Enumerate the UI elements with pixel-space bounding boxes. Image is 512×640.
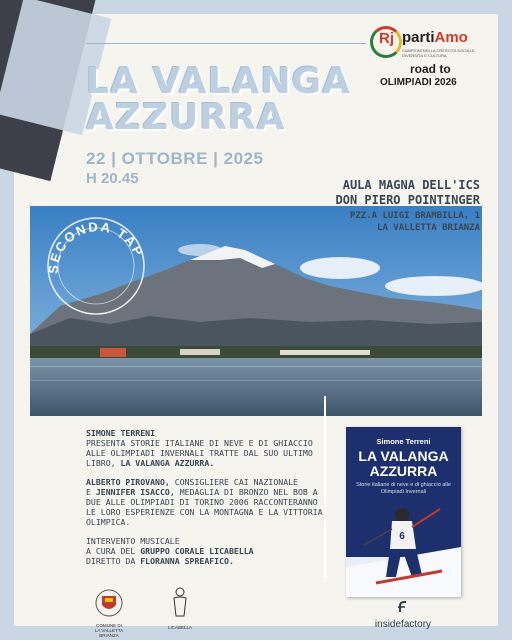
logo-olympics: OLIMPIADI 2026 — [380, 77, 457, 88]
svg-text:SECONDA TAPPA — [44, 214, 147, 274]
licabella-logo — [160, 586, 200, 630]
guest-role-1: CONSIGLIERE CAI NAZIONALE — [174, 477, 298, 487]
book-title-line1: LA VALANGA — [358, 448, 449, 464]
event-title — [86, 61, 351, 138]
stamp-text: SECONDA TAP — [45, 218, 147, 275]
description-paragraph-2 — [86, 477, 326, 527]
venue-line2: DON PIERO POINTINGER — [335, 193, 480, 207]
guest-role-2: MEDAGLIA DI BRONZO NEL BOB A DUE ALLE OLIMPIADI DI TORINO 2006 RACCONTERANNO LE LORO ESPERIENZE CON LA MONTAGNA E LA VITTORIA OLIMPICA. — [86, 487, 323, 527]
choir-logo-label: LICABELLA — [167, 625, 192, 630]
description-paragraph-3 — [86, 536, 326, 566]
choir-name: GRUPPO CORALE LICABELLA — [140, 546, 254, 556]
logo-road: road to — [410, 62, 451, 76]
venue-line1: AULA MAGNA DELL'ICS — [342, 178, 480, 192]
speaker-name: SIMONE TERRENI — [86, 428, 156, 438]
logo-name-b: Amo — [434, 29, 468, 46]
stamp-icon — [44, 214, 148, 318]
comune-label-2: LA VALLETTA BRIANZA — [94, 628, 124, 638]
director-prefix: DIRETTO DA — [86, 556, 136, 566]
choir-prefix: A CURA DEL — [86, 546, 136, 556]
book-cover — [346, 427, 461, 597]
seconda-tappa-stamp — [44, 214, 148, 318]
event-time: H 20.45 — [86, 170, 139, 187]
guest-name-2: JENNIFER ISACCO, — [95, 487, 175, 497]
skier-bib: 6 — [399, 531, 405, 542]
book-mention: LA VALANGA AZZURRA. — [120, 458, 215, 468]
address-line1: PZZ.A LUIGI BRAMBILLA, 1 — [349, 211, 480, 221]
top-rule — [86, 43, 366, 44]
choir-figure-icon — [168, 586, 192, 620]
book-subtitle: Storie italiane di neve e di ghiaccio alle Olimpiadi Invernali — [356, 482, 451, 495]
logo-mark: Rj — [379, 30, 394, 47]
venue — [336, 178, 481, 208]
insidefactory-icon — [396, 600, 410, 614]
publisher-name: insidefactory — [374, 619, 432, 630]
music-line: INTERVENTO MUSICALE — [86, 536, 180, 546]
comune-label-1: COMUNE DI — [96, 623, 122, 628]
event-description — [86, 428, 326, 575]
logo-name — [402, 29, 468, 46]
address — [350, 210, 480, 234]
event-date: 22 | OTTOBRE | 2025 — [86, 149, 264, 168]
book-author: Simone Terreni — [376, 437, 431, 446]
ripartiamo-logo — [370, 26, 490, 92]
director-name: FLORANNA SPREAFICO. — [140, 556, 234, 566]
logo-name-a: parti — [402, 29, 435, 46]
address-line2: LA VALLETTA BRIANZA — [377, 223, 480, 233]
guest-name-1: ALBERTO PIROVANO, — [86, 477, 170, 487]
book-title — [346, 449, 461, 479]
description-paragraph-1 — [86, 428, 326, 468]
book-title-line2: AZZURRA — [369, 463, 438, 479]
comune-logo — [86, 588, 132, 638]
event-title-line2: AZZURRA — [86, 97, 286, 138]
logo-tagline: CAMPIONI NELLA CRESCITA SOCIALE, DIVERSITÀ E CULTURA — [402, 48, 476, 58]
description-text-1: PRESENTA STORIE ITALIANE DI NEVE E DI GHIACCIO ALLE OLIMPIADI INVERNALI TRATTE DAL SUO ULTIMO LIBRO, — [86, 438, 313, 468]
insidefactory-logo — [358, 600, 448, 630]
skier-illustration — [346, 497, 461, 597]
coat-of-arms-icon — [92, 588, 126, 618]
event-title-line1: LA VALANGA — [86, 61, 351, 102]
join-word: E — [86, 487, 91, 497]
